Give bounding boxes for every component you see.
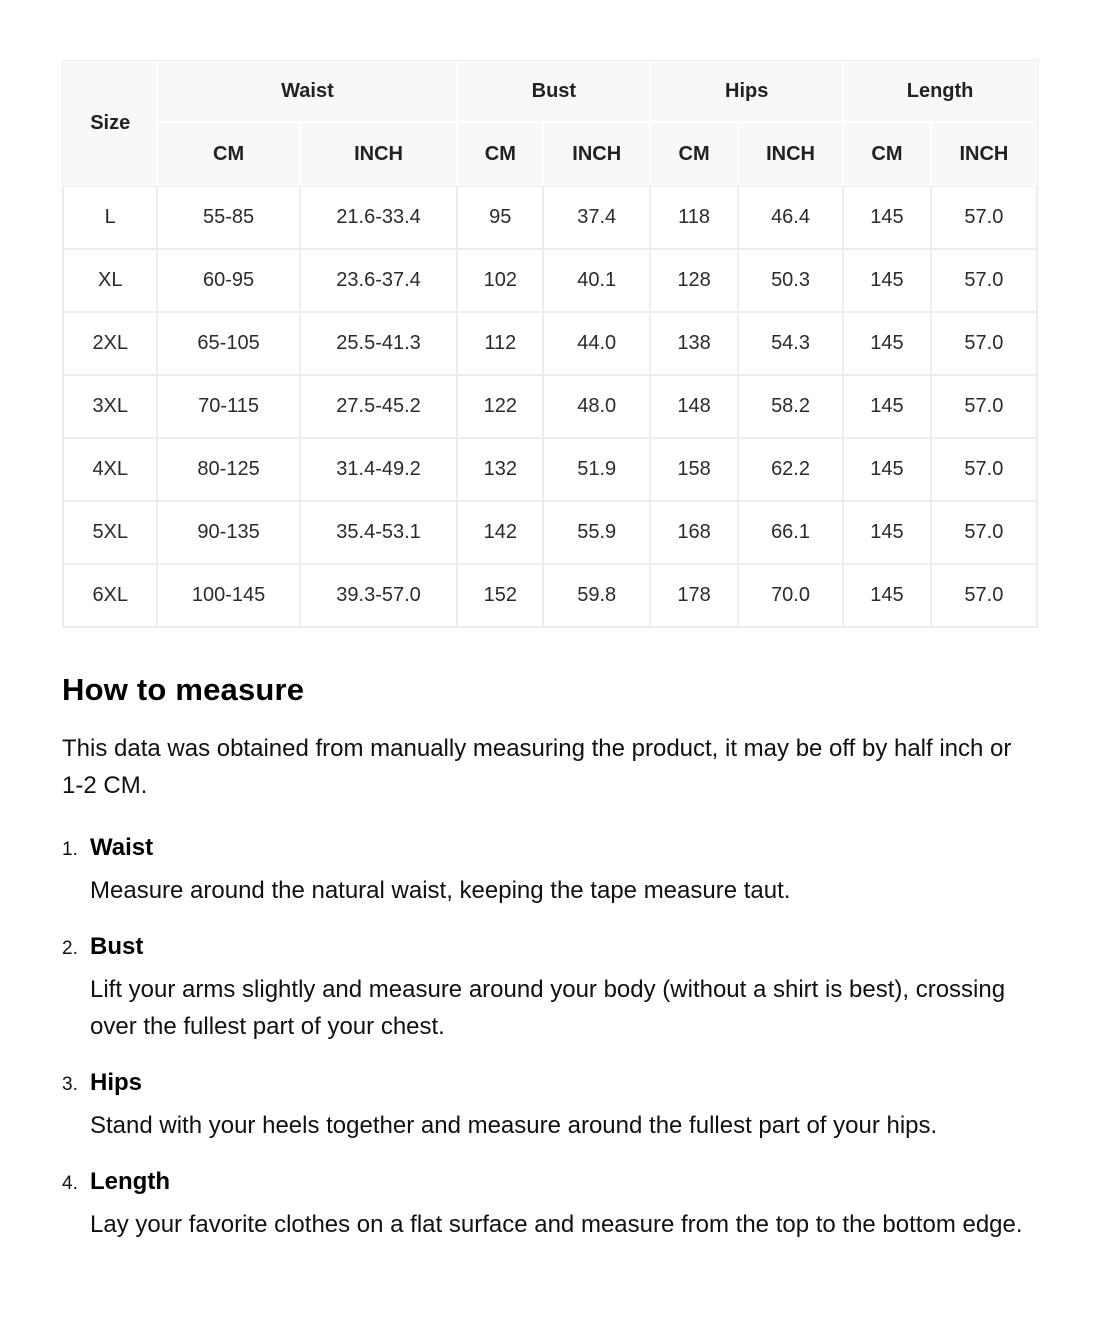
step-number: 2. <box>62 938 78 959</box>
cell-waist-inch: 35.4-53.1 <box>300 501 458 564</box>
cell-bust-cm: 122 <box>457 375 543 438</box>
cell-hips-inch: 58.2 <box>738 375 843 438</box>
cell-size: 6XL <box>63 564 157 627</box>
cell-bust-inch: 40.1 <box>543 249 650 312</box>
step-content <box>90 1069 1038 1158</box>
cell-bust-inch: 37.4 <box>543 186 650 249</box>
col-header-size: Size <box>63 61 157 186</box>
col-header-length-inch: INCH <box>931 122 1037 186</box>
col-header-waist: Waist <box>157 61 457 122</box>
table-row <box>63 312 1037 375</box>
col-header-hips-inch: INCH <box>738 122 843 186</box>
step-content <box>90 933 1038 1059</box>
measure-steps-list <box>62 834 1038 1257</box>
step-title: Length <box>90 1168 170 1195</box>
cell-waist-inch: 21.6-33.4 <box>300 186 458 249</box>
col-header-bust: Bust <box>457 61 650 122</box>
cell-length-inch: 57.0 <box>931 564 1037 627</box>
cell-waist-inch: 23.6-37.4 <box>300 249 458 312</box>
table-row <box>63 249 1037 312</box>
cell-size: XL <box>63 249 157 312</box>
cell-bust-inch: 51.9 <box>543 438 650 501</box>
table-row <box>63 375 1037 438</box>
cell-bust-inch: 48.0 <box>543 375 650 438</box>
cell-length-cm: 145 <box>843 375 931 438</box>
cell-waist-inch: 25.5-41.3 <box>300 312 458 375</box>
cell-bust-inch: 44.0 <box>543 312 650 375</box>
cell-size: 4XL <box>63 438 157 501</box>
col-header-hips: Hips <box>650 61 843 122</box>
cell-bust-cm: 102 <box>457 249 543 312</box>
col-header-bust-inch: INCH <box>543 122 650 186</box>
measure-step-bust <box>62 933 1038 1059</box>
measure-step-hips <box>62 1069 1038 1158</box>
cell-length-inch: 57.0 <box>931 438 1037 501</box>
cell-length-inch: 57.0 <box>931 375 1037 438</box>
col-header-hips-cm: CM <box>650 122 738 186</box>
cell-size: 2XL <box>63 312 157 375</box>
table-row <box>63 186 1037 249</box>
cell-length-inch: 57.0 <box>931 501 1037 564</box>
cell-hips-inch: 50.3 <box>738 249 843 312</box>
cell-waist-cm: 60-95 <box>157 249 299 312</box>
step-content <box>90 1168 1038 1257</box>
cell-size: 5XL <box>63 501 157 564</box>
measure-intro-text: This data was obtained from manually measuring the product, it may be off by half inch or 1-2 CM. <box>62 735 1012 799</box>
measure-step-length <box>62 1168 1038 1257</box>
cell-hips-cm: 168 <box>650 501 738 564</box>
step-content <box>90 834 1038 923</box>
step-description: Lay your favorite clothes on a flat surface and measure from the top to the bottom edge. <box>90 1211 1023 1238</box>
cell-waist-cm: 100-145 <box>157 564 299 627</box>
cell-bust-inch: 59.8 <box>543 564 650 627</box>
cell-size: 3XL <box>63 375 157 438</box>
cell-hips-cm: 148 <box>650 375 738 438</box>
cell-bust-cm: 95 <box>457 186 543 249</box>
cell-length-cm: 145 <box>843 186 931 249</box>
how-to-measure-heading: How to measure <box>62 672 305 707</box>
step-number: 1. <box>62 839 78 860</box>
cell-waist-cm: 90-135 <box>157 501 299 564</box>
col-header-waist-inch: INCH <box>300 122 458 186</box>
cell-length-cm: 145 <box>843 438 931 501</box>
cell-length-cm: 145 <box>843 564 931 627</box>
col-header-length-cm: CM <box>843 122 931 186</box>
cell-hips-inch: 62.2 <box>738 438 843 501</box>
col-header-length: Length <box>843 61 1037 122</box>
cell-bust-cm: 112 <box>457 312 543 375</box>
cell-hips-cm: 178 <box>650 564 738 627</box>
cell-hips-inch: 54.3 <box>738 312 843 375</box>
col-header-bust-cm: CM <box>457 122 543 186</box>
table-header-group-row <box>63 61 1037 122</box>
cell-waist-inch: 27.5-45.2 <box>300 375 458 438</box>
table-row <box>63 564 1037 627</box>
cell-hips-cm: 118 <box>650 186 738 249</box>
cell-hips-cm: 128 <box>650 249 738 312</box>
cell-bust-cm: 152 <box>457 564 543 627</box>
cell-length-cm: 145 <box>843 501 931 564</box>
table-row <box>63 438 1037 501</box>
cell-bust-inch: 55.9 <box>543 501 650 564</box>
cell-waist-cm: 55-85 <box>157 186 299 249</box>
cell-waist-cm: 65-105 <box>157 312 299 375</box>
cell-hips-inch: 70.0 <box>738 564 843 627</box>
cell-length-inch: 57.0 <box>931 186 1037 249</box>
step-description: Lift your arms slightly and measure around your body (without a shirt is best), crossing over the fullest part of your chest. <box>90 976 1006 1040</box>
col-header-waist-cm: CM <box>157 122 299 186</box>
step-number: 3. <box>62 1074 78 1095</box>
step-title: Waist <box>90 834 154 861</box>
cell-length-cm: 145 <box>843 249 931 312</box>
cell-length-cm: 145 <box>843 312 931 375</box>
step-number: 4. <box>62 1173 78 1194</box>
cell-waist-inch: 39.3-57.0 <box>300 564 458 627</box>
step-description: Stand with your heels together and measure around the fullest part of your hips. <box>90 1112 938 1139</box>
cell-bust-cm: 132 <box>457 438 543 501</box>
step-description: Measure around the natural waist, keeping the tape measure taut. <box>90 877 791 904</box>
cell-waist-cm: 80-125 <box>157 438 299 501</box>
cell-bust-cm: 142 <box>457 501 543 564</box>
cell-length-inch: 57.0 <box>931 249 1037 312</box>
step-title: Hips <box>90 1069 143 1096</box>
table-row <box>63 501 1037 564</box>
cell-hips-inch: 66.1 <box>738 501 843 564</box>
cell-hips-cm: 158 <box>650 438 738 501</box>
cell-length-inch: 57.0 <box>931 312 1037 375</box>
cell-waist-inch: 31.4-49.2 <box>300 438 458 501</box>
cell-waist-cm: 70-115 <box>157 375 299 438</box>
cell-hips-cm: 138 <box>650 312 738 375</box>
size-chart-table <box>62 60 1038 628</box>
table-header-unit-row <box>63 122 1037 186</box>
step-title: Bust <box>90 933 144 960</box>
cell-size: L <box>63 186 157 249</box>
measure-step-waist <box>62 834 1038 923</box>
cell-hips-inch: 46.4 <box>738 186 843 249</box>
